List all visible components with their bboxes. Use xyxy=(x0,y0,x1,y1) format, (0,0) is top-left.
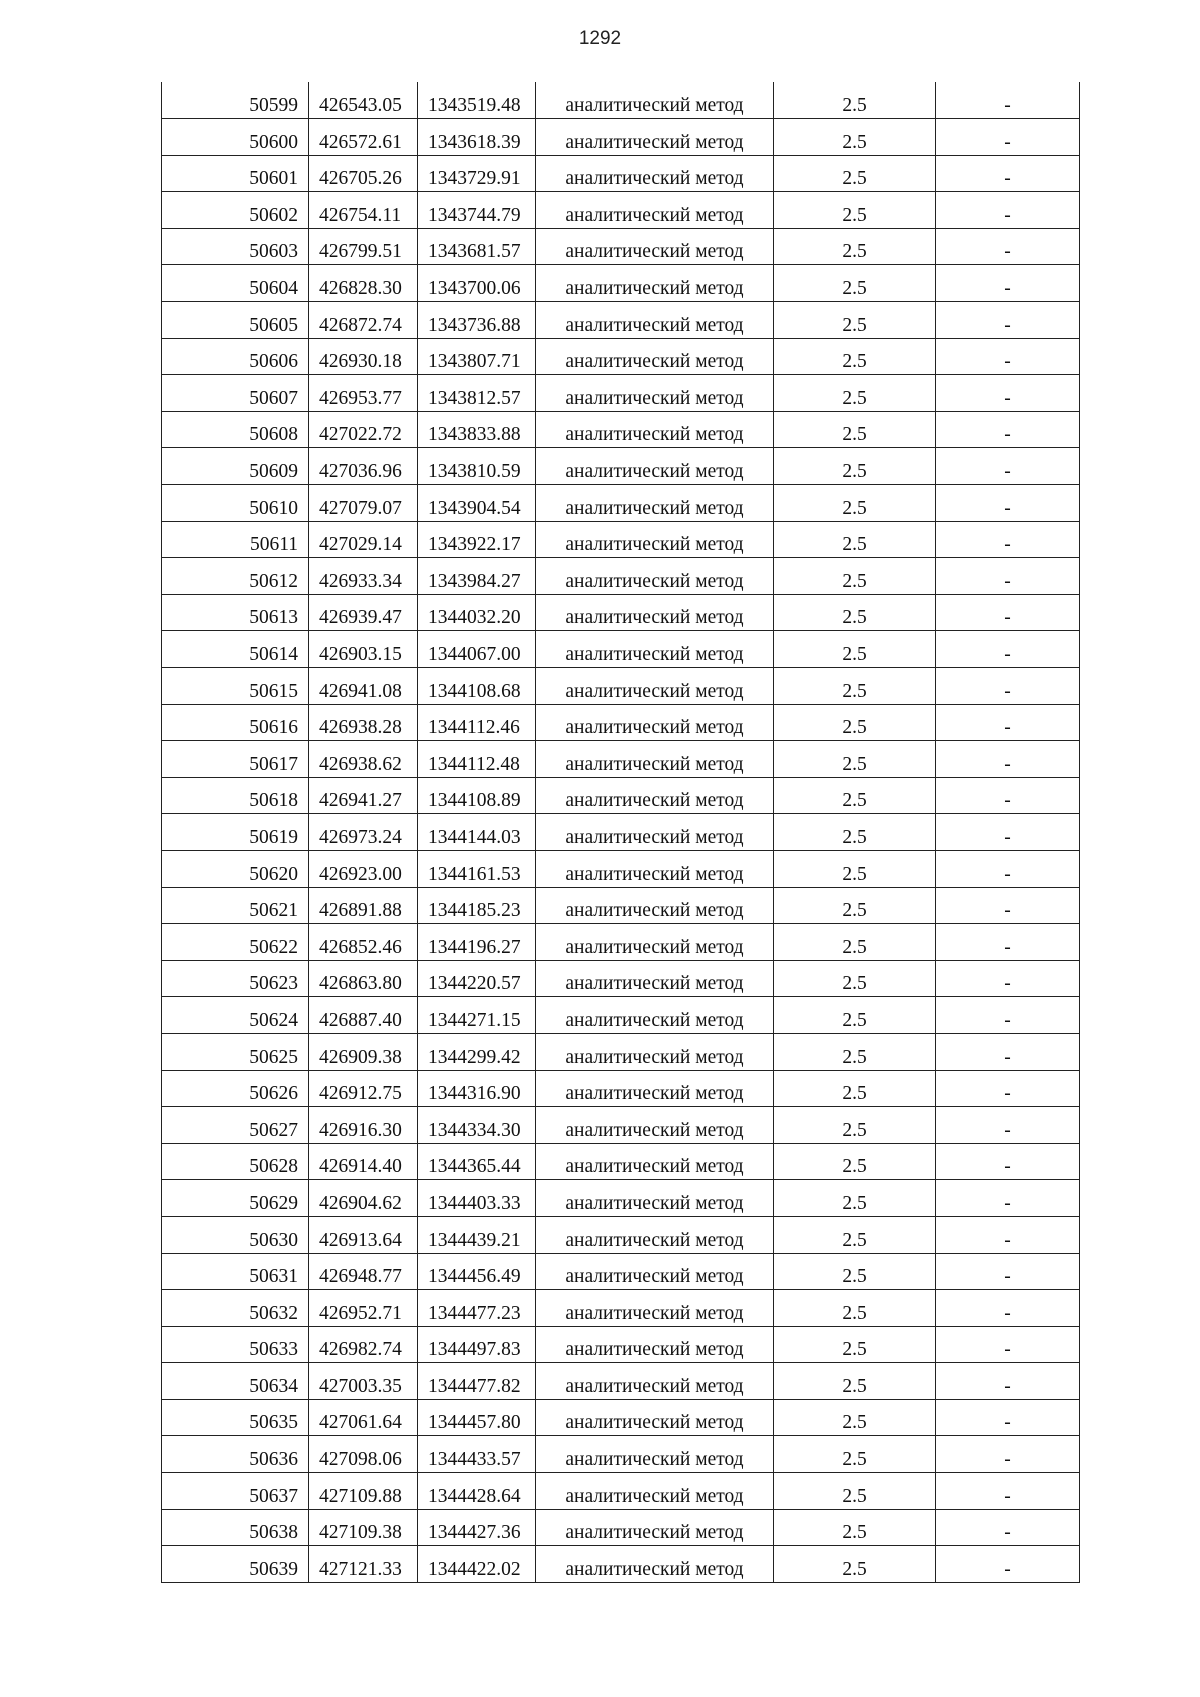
point-number-cell: 50629 xyxy=(162,1180,309,1217)
table-row xyxy=(162,302,1080,339)
method-cell: аналитический метод xyxy=(536,1180,774,1217)
method-cell: аналитический метод xyxy=(536,631,774,668)
note-cell: - xyxy=(936,1546,1080,1583)
note-cell: - xyxy=(936,448,1080,485)
x-coordinate-cell: 427121.33 xyxy=(309,1546,418,1583)
method-cell: аналитический метод xyxy=(536,1033,774,1070)
method-cell: аналитический метод xyxy=(536,1253,774,1290)
note-cell: - xyxy=(936,485,1080,522)
note-cell: - xyxy=(936,228,1080,265)
point-number-cell: 50622 xyxy=(162,924,309,961)
point-number-cell: 50602 xyxy=(162,192,309,229)
y-coordinate-cell: 1344428.64 xyxy=(418,1473,536,1510)
x-coordinate-cell: 427109.38 xyxy=(309,1509,418,1546)
x-coordinate-cell: 426891.88 xyxy=(309,887,418,924)
table-row xyxy=(162,155,1080,192)
accuracy-cell: 2.5 xyxy=(774,668,936,705)
y-coordinate-cell: 1343729.91 xyxy=(418,155,536,192)
note-cell: - xyxy=(936,82,1080,119)
x-coordinate-cell: 426938.28 xyxy=(309,704,418,741)
method-cell: аналитический метод xyxy=(536,960,774,997)
y-coordinate-cell: 1344497.83 xyxy=(418,1326,536,1363)
note-cell: - xyxy=(936,155,1080,192)
table-row xyxy=(162,265,1080,302)
y-coordinate-cell: 1344456.49 xyxy=(418,1253,536,1290)
y-coordinate-cell: 1343904.54 xyxy=(418,485,536,522)
point-number-cell: 50615 xyxy=(162,668,309,705)
table-row xyxy=(162,814,1080,851)
note-cell: - xyxy=(936,1107,1080,1144)
x-coordinate-cell: 427029.14 xyxy=(309,521,418,558)
note-cell: - xyxy=(936,192,1080,229)
y-coordinate-cell: 1344334.30 xyxy=(418,1107,536,1144)
accuracy-cell: 2.5 xyxy=(774,1290,936,1327)
method-cell: аналитический метод xyxy=(536,302,774,339)
point-number-cell: 50618 xyxy=(162,777,309,814)
x-coordinate-cell: 426912.75 xyxy=(309,1070,418,1107)
method-cell: аналитический метод xyxy=(536,668,774,705)
y-coordinate-cell: 1344477.82 xyxy=(418,1363,536,1400)
x-coordinate-cell: 426938.62 xyxy=(309,741,418,778)
accuracy-cell: 2.5 xyxy=(774,82,936,119)
x-coordinate-cell: 426872.74 xyxy=(309,302,418,339)
accuracy-cell: 2.5 xyxy=(774,265,936,302)
point-number-cell: 50610 xyxy=(162,485,309,522)
accuracy-cell: 2.5 xyxy=(774,1033,936,1070)
x-coordinate-cell: 427061.64 xyxy=(309,1399,418,1436)
point-number-cell: 50634 xyxy=(162,1363,309,1400)
accuracy-cell: 2.5 xyxy=(774,1399,936,1436)
point-number-cell: 50635 xyxy=(162,1399,309,1436)
x-coordinate-cell: 426982.74 xyxy=(309,1326,418,1363)
note-cell: - xyxy=(936,1290,1080,1327)
method-cell: аналитический метод xyxy=(536,741,774,778)
y-coordinate-cell: 1343833.88 xyxy=(418,411,536,448)
method-cell: аналитический метод xyxy=(536,119,774,156)
x-coordinate-cell: 426948.77 xyxy=(309,1253,418,1290)
accuracy-cell: 2.5 xyxy=(774,448,936,485)
accuracy-cell: 2.5 xyxy=(774,960,936,997)
table-row xyxy=(162,1436,1080,1473)
table-body xyxy=(162,82,1080,1582)
y-coordinate-cell: 1344403.33 xyxy=(418,1180,536,1217)
table-row xyxy=(162,448,1080,485)
x-coordinate-cell: 427109.88 xyxy=(309,1473,418,1510)
table-row xyxy=(162,850,1080,887)
y-coordinate-cell: 1344196.27 xyxy=(418,924,536,961)
note-cell: - xyxy=(936,558,1080,595)
accuracy-cell: 2.5 xyxy=(774,704,936,741)
x-coordinate-cell: 426705.26 xyxy=(309,155,418,192)
x-coordinate-cell: 426953.77 xyxy=(309,375,418,412)
method-cell: аналитический метод xyxy=(536,1363,774,1400)
note-cell: - xyxy=(936,1033,1080,1070)
y-coordinate-cell: 1344108.89 xyxy=(418,777,536,814)
note-cell: - xyxy=(936,887,1080,924)
method-cell: аналитический метод xyxy=(536,887,774,924)
accuracy-cell: 2.5 xyxy=(774,485,936,522)
accuracy-cell: 2.5 xyxy=(774,228,936,265)
table-row xyxy=(162,631,1080,668)
note-cell: - xyxy=(936,814,1080,851)
table-row xyxy=(162,1033,1080,1070)
y-coordinate-cell: 1344112.46 xyxy=(418,704,536,741)
accuracy-cell: 2.5 xyxy=(774,1180,936,1217)
method-cell: аналитический метод xyxy=(536,1436,774,1473)
accuracy-cell: 2.5 xyxy=(774,1363,936,1400)
table-row xyxy=(162,741,1080,778)
note-cell: - xyxy=(936,997,1080,1034)
method-cell: аналитический метод xyxy=(536,558,774,595)
table-row xyxy=(162,1290,1080,1327)
x-coordinate-cell: 427079.07 xyxy=(309,485,418,522)
table-row xyxy=(162,119,1080,156)
table-row xyxy=(162,1107,1080,1144)
method-cell: аналитический метод xyxy=(536,485,774,522)
note-cell: - xyxy=(936,411,1080,448)
note-cell: - xyxy=(936,594,1080,631)
accuracy-cell: 2.5 xyxy=(774,1253,936,1290)
y-coordinate-cell: 1343519.48 xyxy=(418,82,536,119)
y-coordinate-cell: 1344299.42 xyxy=(418,1033,536,1070)
note-cell: - xyxy=(936,1253,1080,1290)
method-cell: аналитический метод xyxy=(536,1546,774,1583)
x-coordinate-cell: 426903.15 xyxy=(309,631,418,668)
point-number-cell: 50631 xyxy=(162,1253,309,1290)
x-coordinate-cell: 426904.62 xyxy=(309,1180,418,1217)
method-cell: аналитический метод xyxy=(536,704,774,741)
accuracy-cell: 2.5 xyxy=(774,814,936,851)
table-row xyxy=(162,338,1080,375)
accuracy-cell: 2.5 xyxy=(774,1509,936,1546)
y-coordinate-cell: 1344271.15 xyxy=(418,997,536,1034)
x-coordinate-cell: 426909.38 xyxy=(309,1033,418,1070)
point-number-cell: 50639 xyxy=(162,1546,309,1583)
y-coordinate-cell: 1344457.80 xyxy=(418,1399,536,1436)
table-row xyxy=(162,668,1080,705)
y-coordinate-cell: 1344185.23 xyxy=(418,887,536,924)
method-cell: аналитический метод xyxy=(536,1216,774,1253)
note-cell: - xyxy=(936,777,1080,814)
x-coordinate-cell: 426952.71 xyxy=(309,1290,418,1327)
table-row xyxy=(162,1363,1080,1400)
point-number-cell: 50620 xyxy=(162,850,309,887)
y-coordinate-cell: 1344067.00 xyxy=(418,631,536,668)
point-number-cell: 50619 xyxy=(162,814,309,851)
table-row xyxy=(162,887,1080,924)
point-number-cell: 50606 xyxy=(162,338,309,375)
point-number-cell: 50628 xyxy=(162,1143,309,1180)
x-coordinate-cell: 427003.35 xyxy=(309,1363,418,1400)
point-number-cell: 50613 xyxy=(162,594,309,631)
accuracy-cell: 2.5 xyxy=(774,1326,936,1363)
x-coordinate-cell: 426863.80 xyxy=(309,960,418,997)
table-row xyxy=(162,1070,1080,1107)
method-cell: аналитический метод xyxy=(536,777,774,814)
method-cell: аналитический метод xyxy=(536,338,774,375)
y-coordinate-cell: 1344112.48 xyxy=(418,741,536,778)
y-coordinate-cell: 1344161.53 xyxy=(418,850,536,887)
accuracy-cell: 2.5 xyxy=(774,924,936,961)
point-number-cell: 50623 xyxy=(162,960,309,997)
x-coordinate-cell: 427036.96 xyxy=(309,448,418,485)
note-cell: - xyxy=(936,704,1080,741)
point-number-cell: 50616 xyxy=(162,704,309,741)
note-cell: - xyxy=(936,1436,1080,1473)
accuracy-cell: 2.5 xyxy=(774,741,936,778)
page-number: 1292 xyxy=(578,28,622,49)
note-cell: - xyxy=(936,1509,1080,1546)
point-number-cell: 50599 xyxy=(162,82,309,119)
table-row xyxy=(162,594,1080,631)
x-coordinate-cell: 426543.05 xyxy=(309,82,418,119)
note-cell: - xyxy=(936,850,1080,887)
table-row xyxy=(162,228,1080,265)
accuracy-cell: 2.5 xyxy=(774,1143,936,1180)
point-number-cell: 50611 xyxy=(162,521,309,558)
point-number-cell: 50637 xyxy=(162,1473,309,1510)
accuracy-cell: 2.5 xyxy=(774,850,936,887)
note-cell: - xyxy=(936,1399,1080,1436)
note-cell: - xyxy=(936,668,1080,705)
y-coordinate-cell: 1344433.57 xyxy=(418,1436,536,1473)
method-cell: аналитический метод xyxy=(536,594,774,631)
table-row xyxy=(162,1216,1080,1253)
x-coordinate-cell: 426973.24 xyxy=(309,814,418,851)
x-coordinate-cell: 426572.61 xyxy=(309,119,418,156)
point-number-cell: 50625 xyxy=(162,1033,309,1070)
point-number-cell: 50627 xyxy=(162,1107,309,1144)
table-row xyxy=(162,521,1080,558)
x-coordinate-cell: 426941.27 xyxy=(309,777,418,814)
point-number-cell: 50604 xyxy=(162,265,309,302)
x-coordinate-cell: 426939.47 xyxy=(309,594,418,631)
accuracy-cell: 2.5 xyxy=(774,302,936,339)
accuracy-cell: 2.5 xyxy=(774,119,936,156)
table-row xyxy=(162,1143,1080,1180)
x-coordinate-cell: 426913.64 xyxy=(309,1216,418,1253)
accuracy-cell: 2.5 xyxy=(774,777,936,814)
note-cell: - xyxy=(936,1363,1080,1400)
point-number-cell: 50632 xyxy=(162,1290,309,1327)
table-row xyxy=(162,1399,1080,1436)
accuracy-cell: 2.5 xyxy=(774,1216,936,1253)
accuracy-cell: 2.5 xyxy=(774,155,936,192)
table-row xyxy=(162,1546,1080,1583)
note-cell: - xyxy=(936,1216,1080,1253)
point-number-cell: 50626 xyxy=(162,1070,309,1107)
accuracy-cell: 2.5 xyxy=(774,1070,936,1107)
point-number-cell: 50624 xyxy=(162,997,309,1034)
table-row xyxy=(162,1326,1080,1363)
note-cell: - xyxy=(936,265,1080,302)
accuracy-cell: 2.5 xyxy=(774,1436,936,1473)
method-cell: аналитический метод xyxy=(536,850,774,887)
point-number-cell: 50600 xyxy=(162,119,309,156)
note-cell: - xyxy=(936,521,1080,558)
note-cell: - xyxy=(936,924,1080,961)
y-coordinate-cell: 1343984.27 xyxy=(418,558,536,595)
table-row xyxy=(162,411,1080,448)
point-number-cell: 50608 xyxy=(162,411,309,448)
note-cell: - xyxy=(936,1143,1080,1180)
method-cell: аналитический метод xyxy=(536,997,774,1034)
y-coordinate-cell: 1343744.79 xyxy=(418,192,536,229)
accuracy-cell: 2.5 xyxy=(774,375,936,412)
accuracy-cell: 2.5 xyxy=(774,1107,936,1144)
note-cell: - xyxy=(936,1070,1080,1107)
point-number-cell: 50636 xyxy=(162,1436,309,1473)
table-row xyxy=(162,924,1080,961)
y-coordinate-cell: 1343700.06 xyxy=(418,265,536,302)
method-cell: аналитический метод xyxy=(536,228,774,265)
table-row xyxy=(162,558,1080,595)
y-coordinate-cell: 1344144.03 xyxy=(418,814,536,851)
point-number-cell: 50603 xyxy=(162,228,309,265)
accuracy-cell: 2.5 xyxy=(774,997,936,1034)
table-row xyxy=(162,1509,1080,1546)
method-cell: аналитический метод xyxy=(536,1143,774,1180)
x-coordinate-cell: 426852.46 xyxy=(309,924,418,961)
x-coordinate-cell: 426941.08 xyxy=(309,668,418,705)
y-coordinate-cell: 1343807.71 xyxy=(418,338,536,375)
note-cell: - xyxy=(936,631,1080,668)
x-coordinate-cell: 427098.06 xyxy=(309,1436,418,1473)
method-cell: аналитический метод xyxy=(536,375,774,412)
method-cell: аналитический метод xyxy=(536,265,774,302)
note-cell: - xyxy=(936,1326,1080,1363)
accuracy-cell: 2.5 xyxy=(774,338,936,375)
point-number-cell: 50633 xyxy=(162,1326,309,1363)
y-coordinate-cell: 1343810.59 xyxy=(418,448,536,485)
method-cell: аналитический метод xyxy=(536,814,774,851)
method-cell: аналитический метод xyxy=(536,1473,774,1510)
accuracy-cell: 2.5 xyxy=(774,192,936,229)
accuracy-cell: 2.5 xyxy=(774,1546,936,1583)
x-coordinate-cell: 426923.00 xyxy=(309,850,418,887)
method-cell: аналитический метод xyxy=(536,1509,774,1546)
table-row xyxy=(162,1473,1080,1510)
note-cell: - xyxy=(936,1473,1080,1510)
method-cell: аналитический метод xyxy=(536,82,774,119)
x-coordinate-cell: 426916.30 xyxy=(309,1107,418,1144)
x-coordinate-cell: 426930.18 xyxy=(309,338,418,375)
x-coordinate-cell: 427022.72 xyxy=(309,411,418,448)
method-cell: аналитический метод xyxy=(536,1326,774,1363)
y-coordinate-cell: 1344422.02 xyxy=(418,1546,536,1583)
table-row xyxy=(162,960,1080,997)
point-number-cell: 50621 xyxy=(162,887,309,924)
accuracy-cell: 2.5 xyxy=(774,887,936,924)
table-row xyxy=(162,997,1080,1034)
y-coordinate-cell: 1344427.36 xyxy=(418,1509,536,1546)
table-row xyxy=(162,1253,1080,1290)
method-cell: аналитический метод xyxy=(536,1070,774,1107)
y-coordinate-cell: 1343922.17 xyxy=(418,521,536,558)
note-cell: - xyxy=(936,338,1080,375)
table-row xyxy=(162,704,1080,741)
method-cell: аналитический метод xyxy=(536,411,774,448)
y-coordinate-cell: 1344032.20 xyxy=(418,594,536,631)
accuracy-cell: 2.5 xyxy=(774,558,936,595)
point-number-cell: 50617 xyxy=(162,741,309,778)
accuracy-cell: 2.5 xyxy=(774,1473,936,1510)
method-cell: аналитический метод xyxy=(536,924,774,961)
y-coordinate-cell: 1344365.44 xyxy=(418,1143,536,1180)
y-coordinate-cell: 1343736.88 xyxy=(418,302,536,339)
note-cell: - xyxy=(936,375,1080,412)
y-coordinate-cell: 1343812.57 xyxy=(418,375,536,412)
x-coordinate-cell: 426887.40 xyxy=(309,997,418,1034)
y-coordinate-cell: 1344220.57 xyxy=(418,960,536,997)
point-number-cell: 50605 xyxy=(162,302,309,339)
point-number-cell: 50614 xyxy=(162,631,309,668)
x-coordinate-cell: 426754.11 xyxy=(309,192,418,229)
point-number-cell: 50612 xyxy=(162,558,309,595)
point-number-cell: 50601 xyxy=(162,155,309,192)
method-cell: аналитический метод xyxy=(536,1399,774,1436)
x-coordinate-cell: 426933.34 xyxy=(309,558,418,595)
table-row xyxy=(162,485,1080,522)
x-coordinate-cell: 426799.51 xyxy=(309,228,418,265)
point-number-cell: 50638 xyxy=(162,1509,309,1546)
point-number-cell: 50609 xyxy=(162,448,309,485)
y-coordinate-cell: 1344439.21 xyxy=(418,1216,536,1253)
table-row xyxy=(162,1180,1080,1217)
accuracy-cell: 2.5 xyxy=(774,411,936,448)
note-cell: - xyxy=(936,302,1080,339)
point-number-cell: 50630 xyxy=(162,1216,309,1253)
accuracy-cell: 2.5 xyxy=(774,631,936,668)
accuracy-cell: 2.5 xyxy=(774,594,936,631)
y-coordinate-cell: 1344316.90 xyxy=(418,1070,536,1107)
table-row xyxy=(162,192,1080,229)
y-coordinate-cell: 1344108.68 xyxy=(418,668,536,705)
method-cell: аналитический метод xyxy=(536,521,774,558)
table-row xyxy=(162,777,1080,814)
point-number-cell: 50607 xyxy=(162,375,309,412)
note-cell: - xyxy=(936,119,1080,156)
y-coordinate-cell: 1343681.57 xyxy=(418,228,536,265)
table-row xyxy=(162,375,1080,412)
accuracy-cell: 2.5 xyxy=(774,521,936,558)
method-cell: аналитический метод xyxy=(536,192,774,229)
x-coordinate-cell: 426914.40 xyxy=(309,1143,418,1180)
y-coordinate-cell: 1343618.39 xyxy=(418,119,536,156)
method-cell: аналитический метод xyxy=(536,155,774,192)
method-cell: аналитический метод xyxy=(536,448,774,485)
coordinates-table xyxy=(161,82,1080,1583)
note-cell: - xyxy=(936,1180,1080,1217)
method-cell: аналитический метод xyxy=(536,1290,774,1327)
table-row xyxy=(162,82,1080,119)
y-coordinate-cell: 1344477.23 xyxy=(418,1290,536,1327)
x-coordinate-cell: 426828.30 xyxy=(309,265,418,302)
note-cell: - xyxy=(936,741,1080,778)
note-cell: - xyxy=(936,960,1080,997)
method-cell: аналитический метод xyxy=(536,1107,774,1144)
